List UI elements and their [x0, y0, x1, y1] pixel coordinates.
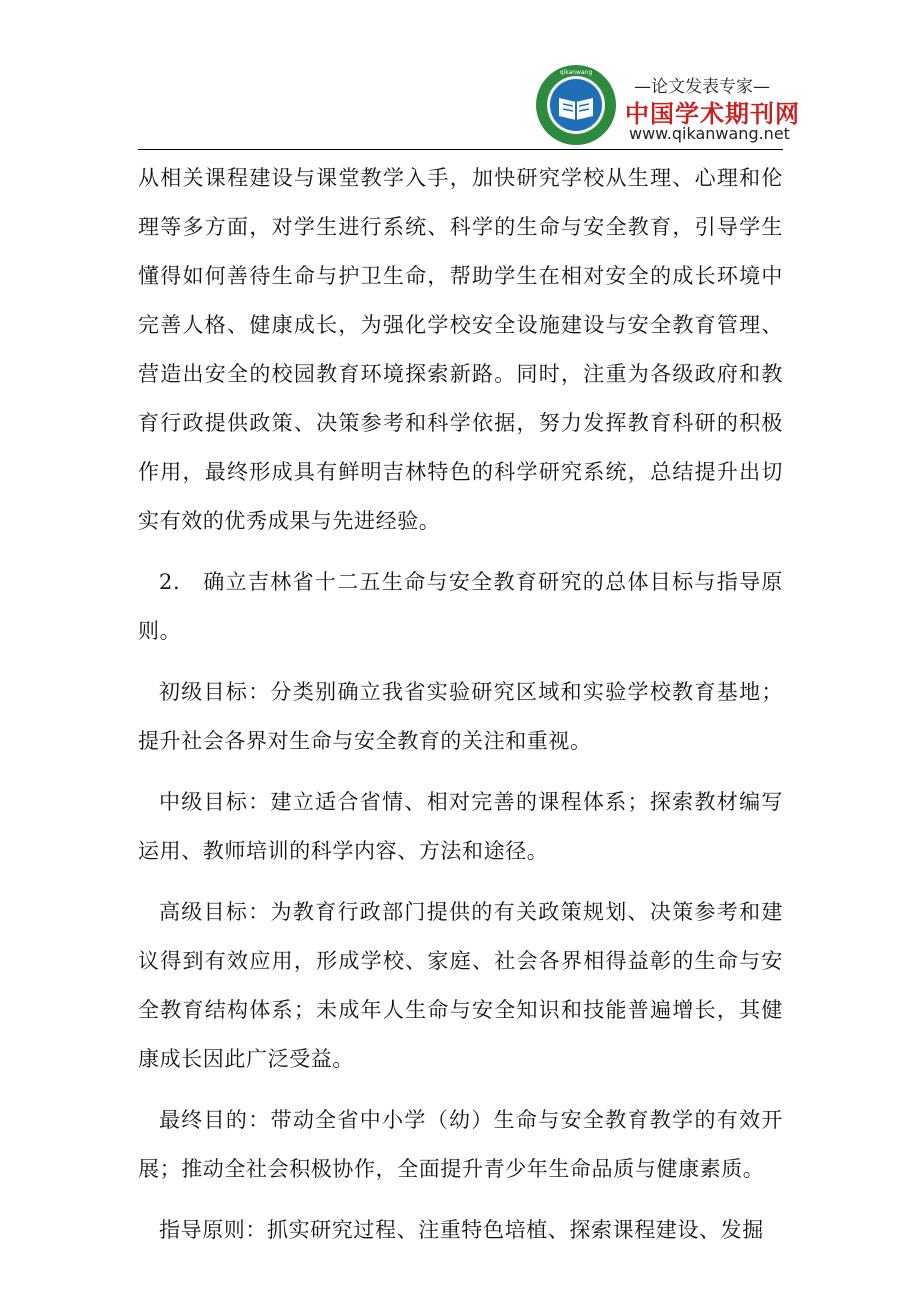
paragraph-primary-goal: 初级目标：分类别确立我省实验研究区域和实验学校教育基地；提升社会各界对生命与安全教育的关注和重视。	[138, 680, 783, 753]
paragraph-advanced-goal: 高级目标：为教育行政部门提供的有关政策规划、决策参考和建议得到有效应用，形成学校、家庭、社会各界相得益彰的生命与安全教育结构体系；未成年人生命与安全知识和技能普遍增长，其健康成长因此广泛受益。	[138, 900, 783, 1071]
journal-logo[interactable]	[535, 64, 800, 146]
paragraph-section-2: 2. 确立吉林省十二五生命与安全教育研究的总体目标与指导原则。	[138, 570, 783, 643]
document-body	[138, 150, 783, 1255]
logo-site-url[interactable]: www.qikanwang.net	[629, 124, 790, 143]
logo-tagline: —论文发表专家—	[634, 77, 770, 97]
logo-brand-name: 中国学术期刊网	[625, 100, 800, 128]
paragraph-guiding-principles: 指导原则：抓实研究过程、注重特色培植、探索课程建设、发掘	[159, 1218, 764, 1242]
page-header	[138, 60, 800, 150]
paragraph-intermediate-goal: 中级目标：建立适合省情、相对完善的课程体系；探索教材编写运用、教师培训的科学内容、方法和途径。	[138, 790, 783, 863]
paragraph-continuation: 从相关课程建设与课堂教学入手，加快研究学校从生理、心理和伦理等多方面，对学生进行系统、科学的生命与安全教育，引导学生懂得如何善待生命与护卫生命，帮助学生在相对安全的成长环境中完善人格、健康成长，为强化学校安全设施建设与安全教育管理、营造出安全的校园教育环境探索新路。同时，注重为各级政府和教育行政提供政策、决策参考和科学依据，努力发挥教育科研的积极作用，最终形成具有鲜明吉林特色的科学研究系统，总结提升出切实有效的优秀成果与先进经验。	[138, 166, 783, 533]
svg-text:qikanwang: qikanwang	[559, 69, 593, 76]
globe-book-seal-icon	[535, 64, 617, 146]
paragraph-final-purpose: 最终目的：带动全省中小学（幼）生命与安全教育教学的有效开展；推动全社会积极协作，全面提升青少年生命品质与健康素质。	[138, 1108, 783, 1181]
